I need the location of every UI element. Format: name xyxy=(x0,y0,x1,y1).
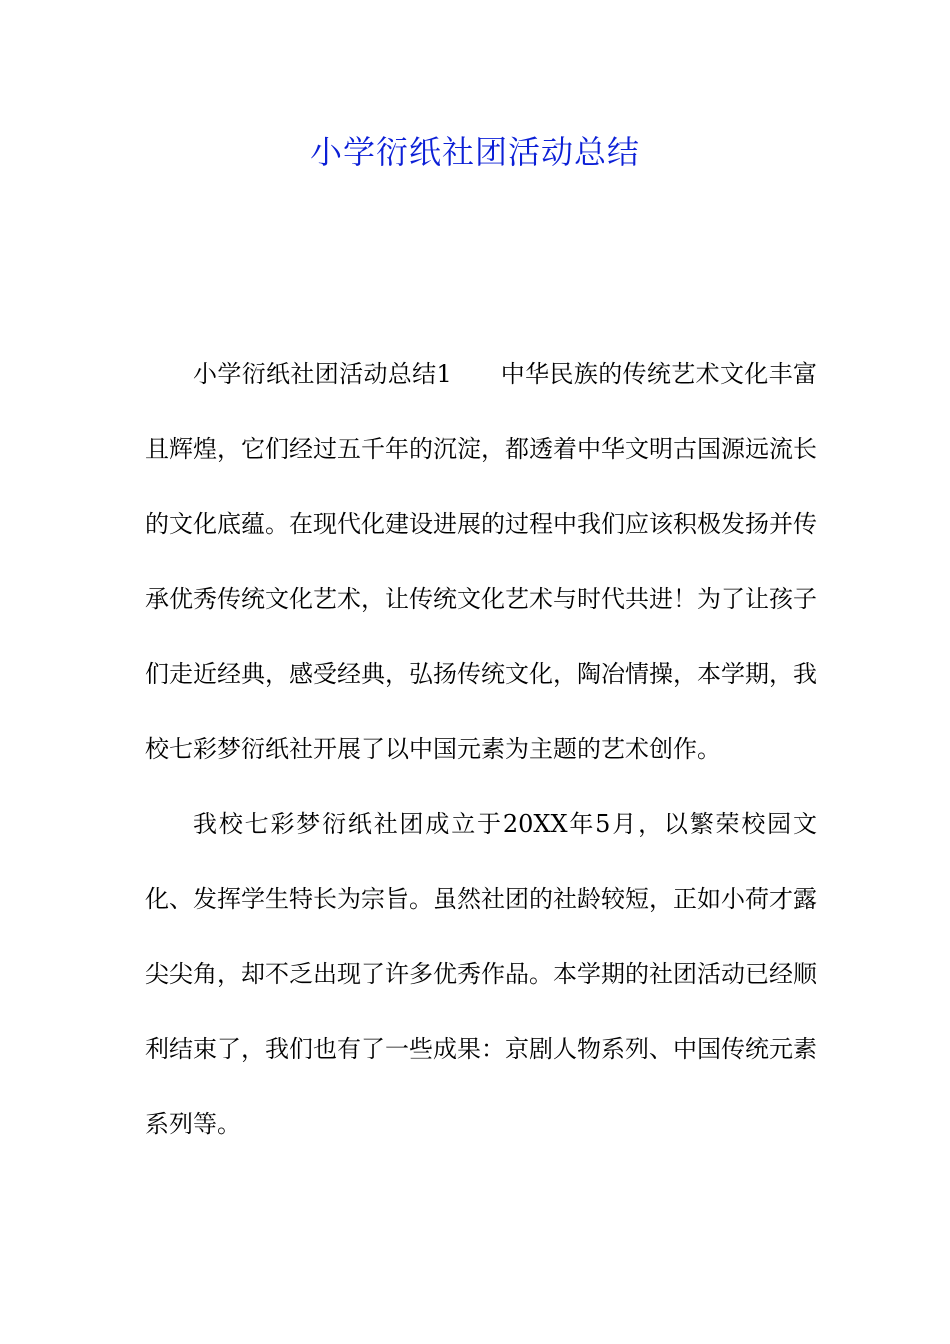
document-title: 小学衍纸社团活动总结 xyxy=(309,133,640,171)
paragraph: 小学衍纸社团活动总结1 中华民族的传统艺术文化丰富且辉煌，它们经过五千年的沉淀，都透着中华文明古国源远流长的文化底蕴。在现代化建设进展的过程中我们应该积极发扬并传承优秀传统文化艺术，让传统文化艺术与时代共进！为了让孩子们走近经典，感受经典，弘扬传统文化，陶冶情操，本学期，我校七彩梦衍纸社开展了以中国元素为主题的艺术创作。 xyxy=(145,360,817,763)
paragraph: 我校七彩梦衍纸社团成立于20XX年5月，以繁荣校园文化、发挥学生特长为宗旨。虽然社团的社龄较短，正如小荷才露尖尖角，却不乏出现了许多优秀作品。本学期的社团活动已经顺利结束了，我们也有了一些成果：京剧人物系列、中国传统元素系列等。 xyxy=(145,810,817,1138)
document-body xyxy=(145,337,817,1162)
